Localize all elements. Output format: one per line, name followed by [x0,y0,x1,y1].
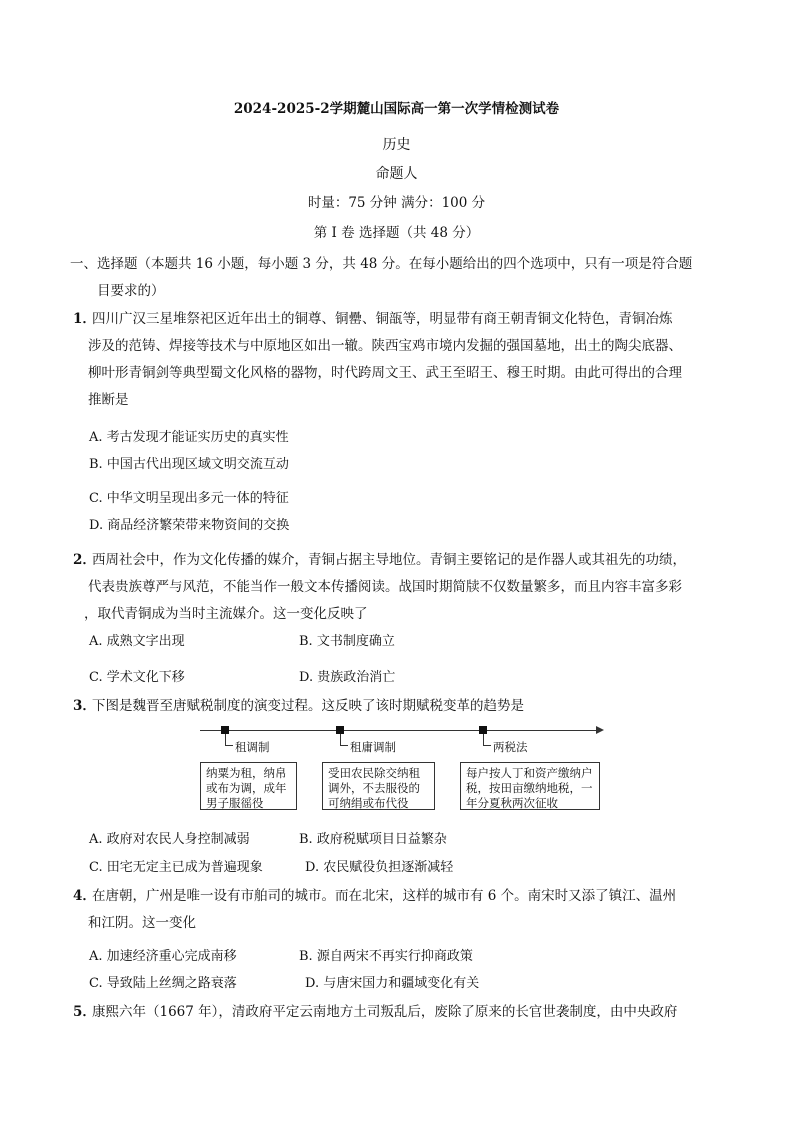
question-text: 代表贵族尊严与风范，不能当作一般文本传播阅读。战国时期简牍不仅数量繁多，而且内容丰富多彩 [88,579,682,595]
option-c[interactable]: C. 学术文化下移 [89,670,185,685]
timeline-marker [336,726,344,734]
question-number: 1． [73,311,96,327]
option-a[interactable]: A. 加速经济重心完成南移 [89,949,237,964]
tax-system-timeline-diagram [200,722,605,817]
timeline-marker [479,726,487,734]
question-text: 四川广汉三星堆祭祀区近年出土的铜尊、铜罍、铜瓿等，明显带有商王朝青铜文化特色，青铜冶炼 [92,311,673,327]
option-b[interactable]: B. 政府税赋项目日益繁杂 [299,832,447,847]
connector [483,745,491,746]
stage-description-box: 受田农民除交纳租调外，不去服役的可纳绢或布代役 [322,762,435,810]
instructions-line-2: 目要求的） [97,283,165,299]
connector [225,745,233,746]
option-c[interactable]: C. 中华文明呈现出多元一体的特征 [89,491,289,506]
time-score-info: 时量：75 分钟 满分：100 分 [307,195,486,211]
option-b[interactable]: B. 中国古代出现区域文明交流互动 [89,457,289,472]
option-b[interactable]: B. 源自两宋不再实行抑商政策 [299,949,473,964]
stage-label: 两税法 [493,740,528,754]
question-text: 涉及的范铸、焊接等技术与中原地区如出一辙。陕西宝鸡市境内发掘的强国墓地，出土的陶尖底器、 [88,338,682,354]
question-text: 康熙六年（1667 年），清政府平定云南地方土司叛乱后，废除了原来的长官世袭制度，由中央政府 [92,1004,678,1020]
stage-label: 租调制 [235,740,270,754]
timeline-marker [221,726,229,734]
option-d[interactable]: D. 农民赋役负担逐渐减轻 [305,860,454,875]
question-number: 3． [73,698,96,714]
timeline-line [200,730,598,731]
question-number: 4． [73,888,96,904]
option-c[interactable]: C. 导致陆上丝绸之路衰落 [89,976,237,991]
option-a[interactable]: A. 政府对农民人身控制减弱 [89,832,250,847]
question-number: 5． [73,1004,96,1020]
stage-label: 租庸调制 [350,740,396,754]
question-setter: 命题人 [375,166,418,182]
exam-title: 2024-2025-2学期麓山国际高一第一次学情检测试卷 [233,101,560,117]
question-text: 下图是魏晋至唐赋税制度的演变过程。这反映了该时期赋税变革的趋势是 [92,698,524,714]
stage-description-box: 每户按人丁和资产缴纳户税，按田亩缴纳地税，一年分夏秋两次征收 [460,762,600,810]
question-text: 柳叶形青铜剑等典型蜀文化风格的器物，时代跨周文王、武王至昭王、穆王时期。由此可得出的合理 [88,365,682,381]
option-a[interactable]: A. 考古发现才能证实历史的真实性 [89,430,289,445]
option-c[interactable]: C. 田宅无定主已成为普遍现象 [89,860,263,875]
question-text: ，取代青铜成为当时主流媒介。这一变化反映了 [84,606,368,622]
timeline-arrowhead [596,726,604,734]
subject-title: 历史 [382,137,411,153]
question-text: 推断是 [88,392,129,408]
option-a[interactable]: A. 成熟文字出现 [89,634,185,649]
option-d[interactable]: D. 贵族政治消亡 [299,670,396,685]
option-b[interactable]: B. 文书制度确立 [299,634,395,649]
question-number: 2． [73,552,96,568]
connector [340,745,348,746]
question-text: 西周社会中，作为文化传播的媒介，青铜占据主导地位。青铜主要铭记的是作器人或其祖先的功绩， [92,552,686,568]
section-heading: 第 I 卷 选择题（共 48 分） [313,225,480,241]
stage-description-box: 纳粟为租，纳帛或布为调，成年男子服徭役 [200,762,297,810]
question-text: 在唐朝，广州是唯一设有市舶司的城市。而在北宋，这样的城市有 6 个。南宋时又添了镇江、温州 [92,888,677,904]
option-d[interactable]: D. 与唐宋国力和疆域变化有关 [305,976,480,991]
question-text: 和江阴。这一变化 [88,915,196,931]
instructions-line-1: 一、选择题（本题共 16 小题，每小题 3 分，共 48 分。在每小题给出的四个选项中，只有一项是符合题 [70,256,693,272]
option-d[interactable]: D. 商品经济繁荣带来物资间的交换 [89,518,290,533]
